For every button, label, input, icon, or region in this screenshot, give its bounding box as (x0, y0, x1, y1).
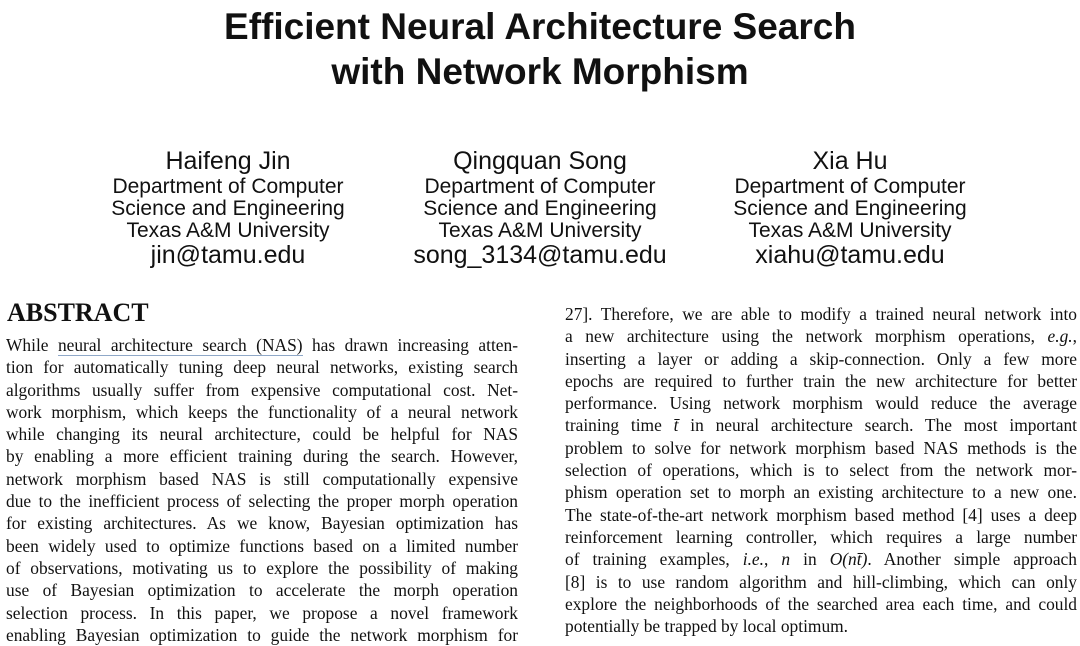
author-email: xiahu@tamu.edu (755, 241, 945, 269)
author-affiliation-line: Department of Computer (734, 175, 966, 198)
abstract-line: network morphism based NAS is still computationally expensive (6, 468, 518, 489)
abstract-line: by enabling a more efficient training during the search. However, (6, 446, 518, 467)
abstract-line: enabling Bayesian optimization to guide the network morphism for (6, 624, 518, 645)
text-run: , (1072, 326, 1077, 347)
paper-title (0, 4, 1080, 94)
text-run: in (790, 549, 830, 570)
text-run: . Another simple approach (867, 549, 1077, 570)
text-run: has drawn increasing atten- (302, 335, 518, 355)
author-affiliation-line: Science and Engineering (111, 197, 345, 220)
author-name: Xia Hu (812, 147, 888, 175)
abstract-line: selection process. In this paper, we propose a novel framework (6, 602, 518, 623)
abstract-line: tion for automatically tuning deep neural networks, existing search (6, 357, 518, 378)
body-line: [8] is to use random algorithm and hill-climbing, which can only (565, 571, 1077, 592)
body-line: selection of operations, which is to select from the network mor- (565, 460, 1077, 481)
body-line: phism operation set to morph an existing architecture to a new one. (565, 482, 1077, 503)
abstract-line: algorithms usually suffer from expensive computational cost. Net- (6, 379, 518, 400)
author-name: Haifeng Jin (165, 147, 291, 175)
author-email: jin@tamu.edu (150, 241, 306, 269)
text-run: in neural architecture search. The most important (678, 415, 1077, 436)
abstract-line: work morphism, which keeps the functionality of a neural network (6, 401, 518, 422)
text-run: training time (565, 415, 674, 436)
text-run: While (6, 335, 58, 355)
author-affiliation-line: Science and Engineering (423, 197, 657, 220)
math-expression: O(nt̄) (829, 549, 868, 570)
text-run-italic: e.g. (1047, 326, 1073, 347)
body-line: potentially be trapped by local optimum. (565, 616, 849, 637)
author-email: song_3134@tamu.edu (413, 241, 667, 269)
title-line-2: with Network Morphism (331, 51, 749, 92)
body-line: 27]. Therefore, we are able to modify a trained neural network into (565, 304, 1077, 324)
author-block-3 (690, 146, 1010, 269)
intro-body-right-column (565, 303, 1077, 637)
author-block-2 (380, 146, 700, 269)
body-line: performance. Using network morphism would reduce the average (565, 393, 1077, 414)
body-line: epochs are required to further train the new architecture for better (565, 370, 1077, 391)
body-line (565, 548, 1077, 570)
text-run: of training examples, (565, 549, 743, 570)
body-line: inserting a layer or adding a skip-connection. Only a few more (565, 348, 1077, 369)
abstract-line: of observations, motivating us to explore the possibility of making (6, 557, 518, 578)
body-line: reinforcement learning controller, which requires a large number (565, 526, 1077, 547)
math-variable: t̄ (673, 415, 679, 436)
author-affiliation-line: Science and Engineering (733, 197, 967, 220)
title-line-1: Efficient Neural Architecture Search (224, 6, 856, 47)
abstract-line (6, 334, 518, 356)
author-affiliation-line: Texas A&M University (438, 219, 642, 242)
author-name: Qingquan Song (453, 147, 627, 175)
nas-link[interactable]: neural architecture search (NAS) (57, 335, 303, 355)
body-line: The state-of-the-art network morphism based method [4] uses a deep (565, 504, 1077, 525)
body-line: problem to solve for network morphism based NAS methods is the (565, 437, 1077, 458)
abstract-line: use of Bayesian optimization to accelerate the morph operation (6, 580, 518, 601)
abstract-line: while changing its neural architecture, could be helpful for NAS (6, 424, 518, 445)
abstract-body (6, 334, 518, 646)
body-line: explore the neighborhoods of the searched area each time, and could (565, 593, 1077, 614)
author-affiliation-line: Texas A&M University (126, 219, 330, 242)
abstract-heading: ABSTRACT (7, 298, 149, 327)
text-run: a new architecture using the network morphism operations, (565, 326, 1048, 347)
author-block-1 (68, 146, 388, 269)
author-affiliation-line: Department of Computer (112, 175, 344, 198)
abstract-line: been widely used to optimize functions based on a limited number (6, 535, 518, 556)
author-affiliation-line: Texas A&M University (748, 219, 952, 242)
text-run-italic: i.e. (742, 549, 764, 570)
text-run: , (763, 549, 782, 570)
abstract-line: due to the inefficient process of selecting the proper morph operation (6, 491, 518, 512)
body-line (565, 325, 1077, 347)
math-variable: n (781, 549, 791, 570)
author-affiliation-line: Department of Computer (424, 175, 656, 198)
body-line (565, 414, 1077, 436)
abstract-line: for existing architectures. As we know, Bayesian optimization has (6, 513, 518, 534)
